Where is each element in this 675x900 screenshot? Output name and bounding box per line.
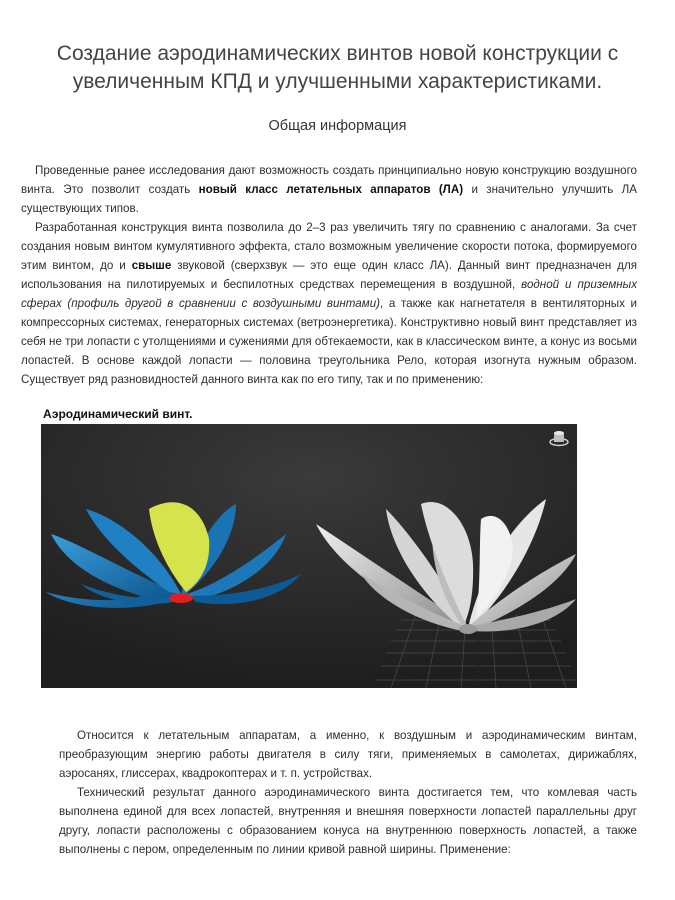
highlight-above: свыше	[131, 259, 172, 272]
application-paragraphs	[59, 726, 637, 859]
technical-result-paragraph: Технический результат данного аэродинамического винта достигается тем, что комлевая часть выполнена единой для всех лопастей, внутренняя и внешняя поверхности лопастей параллельны друг другу, лопасти расположены с образованием конуса на внутреннюю поверхность лопастей, а также выполнены с пером, определенным по линии кривой равной ширины. Применение:	[59, 786, 637, 856]
propeller-render	[41, 424, 577, 688]
highlight-new-class: новый класс летательных аппаратов (ЛА)	[198, 183, 464, 196]
page-title: Создание аэродинамических винтов новой конструкции с увеличенным КПД и улучшенными характеристиками.	[56, 42, 619, 93]
application-paragraph: Относится к летательным аппаратам, а именно, к воздушным и аэродинамическим винтам, преобразующим энергию работы двигателя в силу тяги, применяемых в самолетах, дирижаблях, аэросанях, глиссерах, квадрокоптерах и т. п. устройствах.	[59, 729, 637, 780]
description-paragraph: Разработанная конструкция винта позволила до 2–3 раз увеличить тягу по сравнению с аналогами. За счет создания новым винтом кумулятивного эффекта, стало возможным увеличение скорости потока, формируемого этим винтом, до и свыше звуковой (сверхзвук — это еще один класс ЛА). Данный винт предназначен для использования на пилотируемых и беспилотных средствах перемещения в воздушной, водной и приземных сферах (профиль другой в сравнении с воздушными винтами), а также как нагнетателя в вентиляторных и компрессорных системах, генераторных системах (ветроэнергетика). Конструктивно новый винт представляет из себя не три лопасти с утолщениями и сужениями для обтекаемости, как в классическом винте, а конус из восьми лопастей. В основе каждой лопасти — половина треугольника Рело, которая изогнута нужным образом. Существует ряд разновидностей данного винта как по его типу, так и по применению:	[21, 221, 637, 386]
figure-caption: Аэродинамический винт.	[43, 407, 193, 421]
italic-spheres: водной и приземных сферах (профиль другой в сравнении с воздушными винтами)	[21, 278, 637, 310]
intro-paragraph: Проведенные ранее исследования дают возможность создать принципиально новую конструкцию воздушного винта. Это позволит создать новый класс летательных аппаратов (ЛА) и значительно улучшить ЛА существующих типов.	[21, 164, 637, 215]
section-heading: Общая информация	[268, 118, 407, 134]
